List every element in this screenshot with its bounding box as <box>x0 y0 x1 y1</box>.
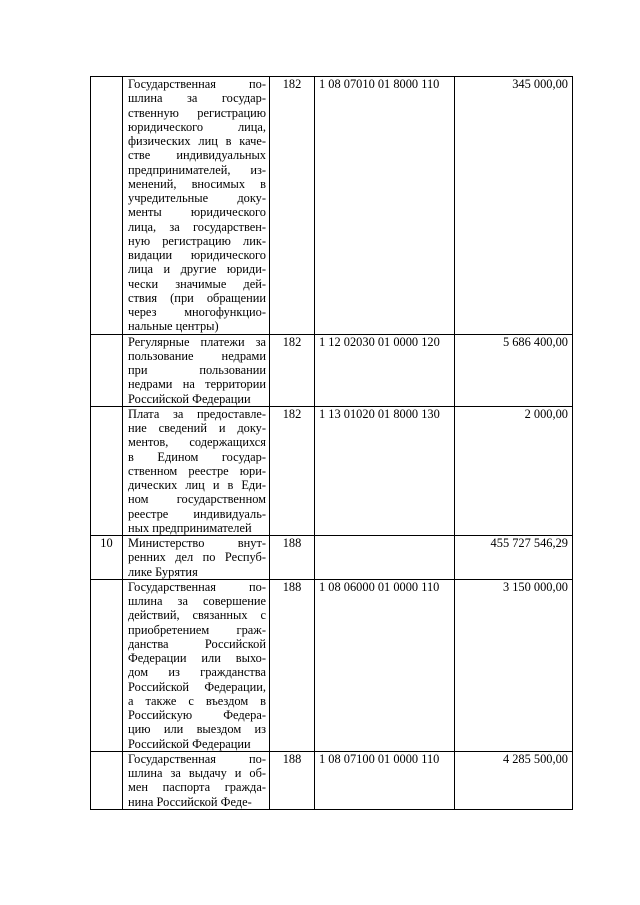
amount: 455 727 546,29 <box>455 536 573 580</box>
name-line: ние сведений и доку- <box>128 421 266 435</box>
name-line: Регулярные платежи за <box>128 334 266 349</box>
name-line: ную регистрацию лик- <box>128 233 266 248</box>
row-number <box>91 334 123 406</box>
amount: 2 000,00 <box>455 406 573 535</box>
name-line: шлина за выдачу и об- <box>128 766 266 780</box>
name-line: Российской Федерации <box>128 391 251 406</box>
name-line: пользование недрами <box>128 348 266 363</box>
name-line: Министерство внут- <box>128 536 266 550</box>
amount: 4 285 500,00 <box>455 751 573 809</box>
admin-code: 188 <box>270 536 315 580</box>
name-line: дом из гражданства <box>128 665 266 680</box>
name-line: учредительные доку- <box>128 191 266 205</box>
kbk-code: 1 08 07100 01 0000 110 <box>315 751 455 809</box>
name-line: недрами на территории <box>128 377 266 392</box>
table-row <box>91 536 573 580</box>
name-line: шлина за совершение <box>128 594 266 608</box>
name-line: а также с въездом в <box>128 693 266 708</box>
admin-code: 188 <box>270 751 315 809</box>
name-line: менений, вносимых в <box>128 176 266 191</box>
name-line: Российскую Федера- <box>128 708 266 722</box>
name-line: в Едином государ- <box>128 449 266 464</box>
name-line: при пользовании <box>128 363 266 377</box>
name-line: ном государственном <box>128 492 266 507</box>
name-line: ствия (при обращении <box>128 290 266 305</box>
table-row <box>91 579 573 751</box>
name-line: цию или выездом из <box>128 722 266 737</box>
name-line: ных предпринимателей <box>128 520 252 535</box>
name-line: нина Российской Феде- <box>128 794 252 809</box>
name-line: нальные центры) <box>128 319 219 334</box>
name-line: приобретением граж- <box>128 622 266 637</box>
name-line: лике Бурятия <box>128 564 198 579</box>
row-number <box>91 77 123 335</box>
amount: 345 000,00 <box>455 77 573 335</box>
table-row <box>91 406 573 535</box>
row-name <box>123 406 270 535</box>
name-line: действий, связанных с <box>128 608 266 623</box>
name-line: лица и другие юриди- <box>128 262 266 277</box>
kbk-code: 1 08 06000 01 0000 110 <box>315 579 455 751</box>
name-line: реестре индивидуаль- <box>128 506 266 521</box>
name-line: Государственная по- <box>128 579 266 594</box>
name-line: юридического лица, <box>128 119 266 134</box>
kbk-code: 1 08 07010 01 8000 110 <box>315 77 455 335</box>
row-name <box>123 77 270 335</box>
name-line: ственную регистрацию <box>128 105 266 120</box>
name-line: дических лиц и в Еди- <box>128 478 266 492</box>
name-line: физических лиц в каче- <box>128 134 266 148</box>
name-line: Федерации или выхо- <box>128 651 266 665</box>
row-name <box>123 751 270 809</box>
amount: 3 150 000,00 <box>455 579 573 751</box>
table-body <box>91 77 573 810</box>
name-line: лица, за государствен- <box>128 219 266 234</box>
table-row <box>91 751 573 809</box>
name-line: чески значимые дей- <box>128 276 266 291</box>
name-line: ственном реестре юри- <box>128 463 266 478</box>
admin-code: 182 <box>270 406 315 535</box>
row-name <box>123 536 270 580</box>
name-line: Российской Федерации, <box>128 679 266 694</box>
row-number <box>91 579 123 751</box>
name-line: мен паспорта гражда- <box>128 780 266 795</box>
name-line: видации юридического <box>128 248 266 262</box>
name-line: через многофункцио- <box>128 305 266 319</box>
kbk-code: 1 13 01020 01 8000 130 <box>315 406 455 535</box>
name-line: Плата за предоставле- <box>128 406 266 421</box>
kbk-code: 1 12 02030 01 0000 120 <box>315 334 455 406</box>
kbk-code <box>315 536 455 580</box>
name-line: ментов, содержащихся <box>128 435 266 450</box>
name-line: ренних дел по Респуб- <box>128 550 266 565</box>
name-line: предпринимателей, из- <box>128 162 266 177</box>
row-number <box>91 406 123 535</box>
name-line: менты юридического <box>128 205 266 220</box>
admin-code: 182 <box>270 334 315 406</box>
budget-table <box>90 76 573 810</box>
name-line: Государственная по- <box>128 751 266 766</box>
name-line: стве индивидуальных <box>128 148 266 163</box>
row-number <box>91 751 123 809</box>
admin-code: 182 <box>270 77 315 335</box>
row-name <box>123 334 270 406</box>
amount: 5 686 400,00 <box>455 334 573 406</box>
table-row <box>91 334 573 406</box>
name-line: шлина за государ- <box>128 91 266 106</box>
admin-code: 188 <box>270 579 315 751</box>
row-name <box>123 579 270 751</box>
name-line: данства Российской <box>128 636 266 651</box>
row-number: 10 <box>91 536 123 580</box>
table-row <box>91 77 573 335</box>
name-line: Государственная по- <box>128 77 266 91</box>
name-line: Российской Федерации <box>128 736 251 751</box>
